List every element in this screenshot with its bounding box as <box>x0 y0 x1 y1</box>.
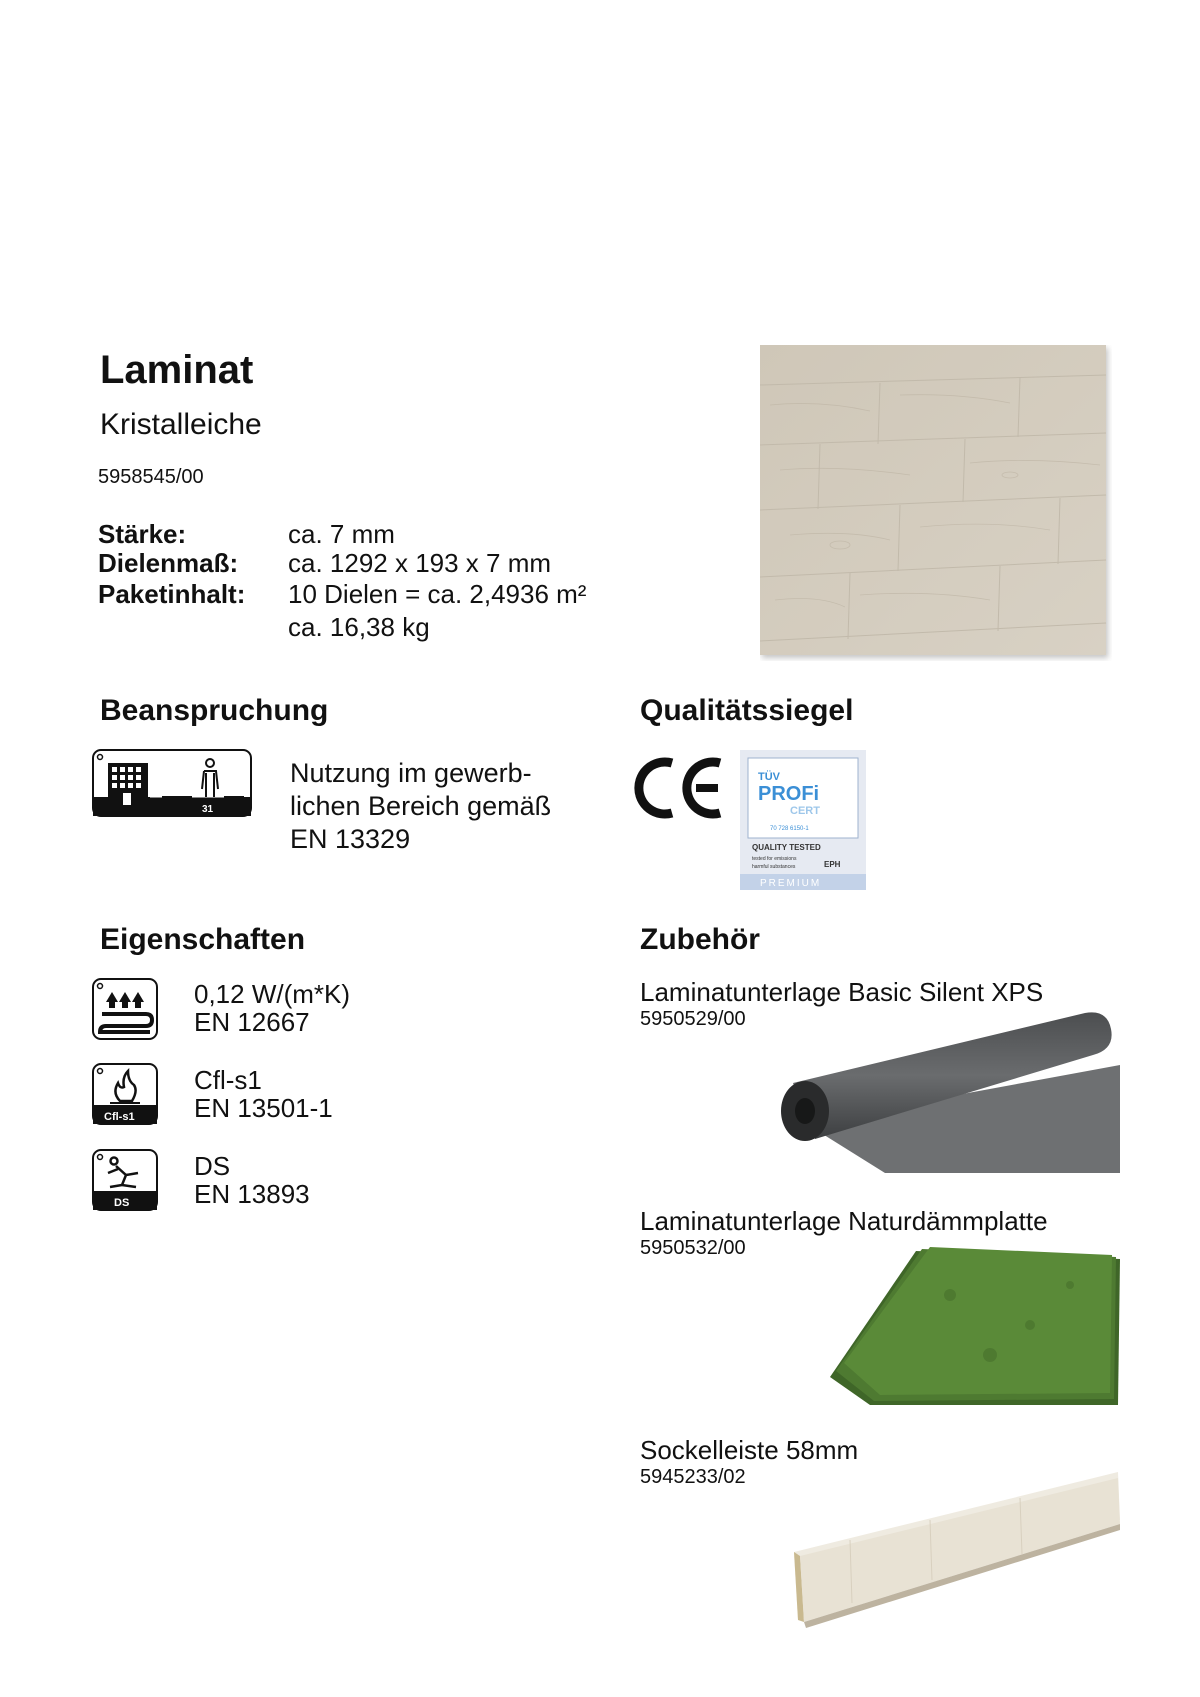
product-subtitle: Kristalleiche <box>100 408 262 441</box>
property-fire <box>194 1066 333 1122</box>
spec-label: Paketinhalt: <box>98 579 246 609</box>
spec-row-staerke <box>98 520 586 549</box>
product-title: Laminat <box>100 348 254 392</box>
accessory-article-number: 5950532/00 <box>640 1237 746 1259</box>
usage-description <box>290 757 551 856</box>
spec-row-paketinhalt <box>98 580 586 642</box>
tuv-profi-cert-badge <box>740 750 866 890</box>
heading-beanspruchung: Beanspruchung <box>100 694 329 727</box>
spec-label: Stärke: <box>98 519 187 549</box>
fire-class-icon <box>92 1063 158 1125</box>
cert-text: CERT <box>790 805 820 817</box>
property-value: 0,12 W/(m*K) <box>194 979 351 1009</box>
accessory-name: Laminatunterlage Naturdämmplatte <box>640 1206 1048 1236</box>
property-standard: EN 13501-1 <box>194 1093 333 1123</box>
article-number: 5958545/00 <box>98 466 204 488</box>
cert-number: 70 728 6150-1 <box>770 826 809 832</box>
usage-line: lichen Bereich gemäß <box>290 791 552 821</box>
quality-tested-text: QUALITY TESTED <box>752 843 821 852</box>
usage-line: Nutzung im gewerb- <box>290 758 532 788</box>
laminate-oak-photo <box>760 345 1112 661</box>
accessory-article-number: 5945233/02 <box>640 1466 746 1488</box>
spec-row-dielenmass <box>98 549 586 578</box>
property-value: Cfl-s1 <box>194 1065 262 1095</box>
spec-label: Dielenmaß: <box>98 548 239 578</box>
heading-eigenschaften: Eigenschaften <box>100 923 306 956</box>
property-slip <box>194 1152 310 1208</box>
accessory-name: Sockelleiste 58mm <box>640 1435 859 1465</box>
property-standard: EN 12667 <box>194 1007 310 1037</box>
usage-class-label: 31 <box>202 804 214 815</box>
eco-board-image <box>830 1245 1120 1405</box>
usage-class-icon <box>92 749 252 817</box>
spec-value: ca. 16,38 kg <box>288 612 430 642</box>
premium-text: PREMIUM <box>760 878 822 889</box>
usage-line: EN 13329 <box>290 824 411 854</box>
ce-mark-logo <box>632 757 726 819</box>
accessory-article-number: 5950529/00 <box>640 1008 746 1030</box>
tuv-text: TÜV <box>758 771 780 783</box>
accessory-name: Laminatunterlage Basic Silent XPS <box>640 977 1044 1007</box>
property-standard: EN 13893 <box>194 1179 310 1209</box>
spec-value: ca. 7 mm <box>288 519 395 549</box>
fire-class-badge: Cfl-s1 <box>104 1111 135 1123</box>
tested-for-text: tested for emissions <box>752 856 797 862</box>
skirting-board-image <box>790 1470 1122 1630</box>
profi-text: PROFi <box>758 783 820 805</box>
heading-zubehoer: Zubehör <box>640 923 760 956</box>
spec-value: 10 Dielen = ca. 2,4936 m² <box>288 579 587 609</box>
spec-table <box>98 520 586 642</box>
slip-class-badge: DS <box>114 1197 130 1209</box>
property-heat <box>194 980 350 1036</box>
spec-value: ca. 1292 x 193 x 7 mm <box>288 548 552 578</box>
slip-resistance-icon <box>92 1149 158 1211</box>
property-value: DS <box>194 1151 231 1181</box>
heat-conduction-icon <box>92 978 158 1040</box>
harmful-text: harmful substances <box>752 864 796 870</box>
xps-underlay-roll-image <box>775 1005 1120 1173</box>
heading-qualitaetssiegel: Qualitätssiegel <box>640 694 854 727</box>
eph-text: EPH <box>824 860 841 869</box>
